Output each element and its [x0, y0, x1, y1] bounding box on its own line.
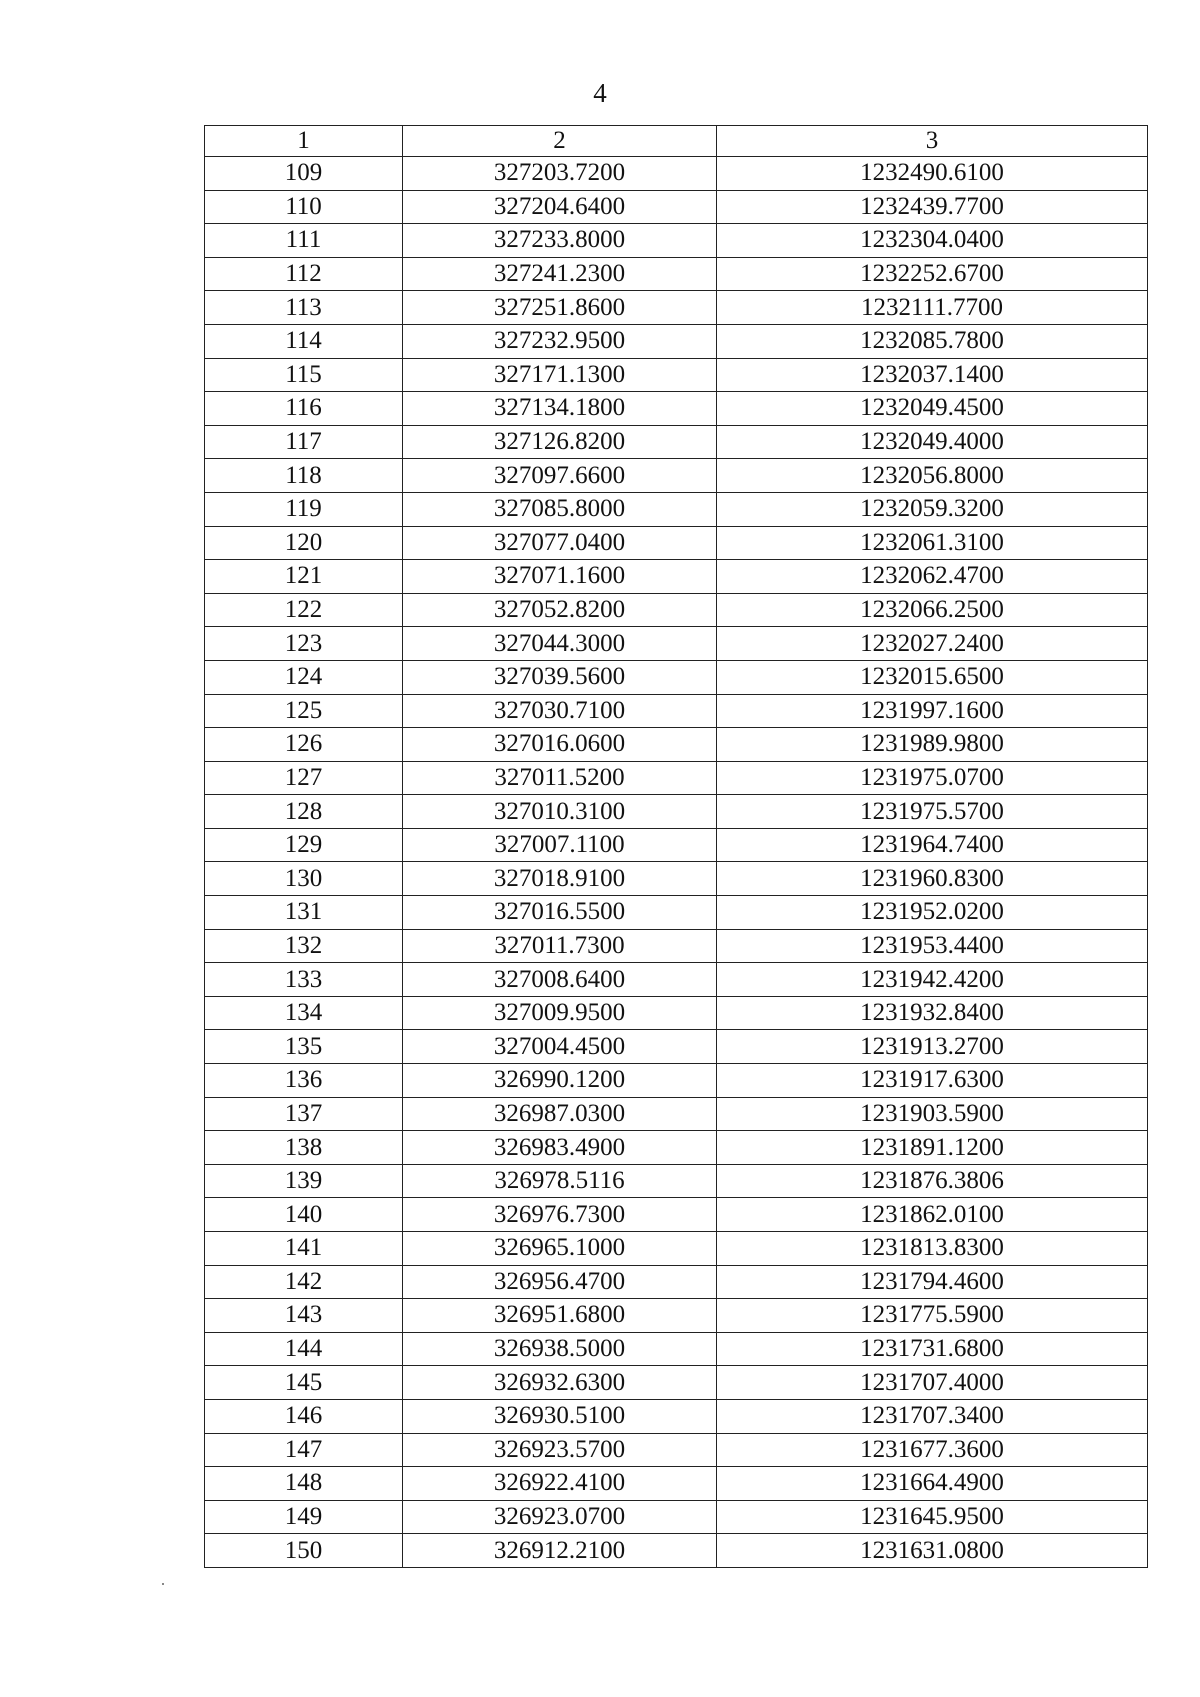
cell-y-coordinate: 1231645.9500	[717, 1500, 1148, 1534]
cell-y-coordinate: 1231964.7400	[717, 828, 1148, 862]
table-row	[205, 828, 1148, 862]
cell-x-coordinate: 326912.2100	[403, 1534, 717, 1568]
cell-point-number: 124	[205, 660, 403, 694]
cell-y-coordinate: 1231664.4900	[717, 1467, 1148, 1501]
table-row	[205, 358, 1148, 392]
cell-x-coordinate: 327004.4500	[403, 1030, 717, 1064]
table-row	[205, 157, 1148, 191]
cell-point-number: 130	[205, 862, 403, 896]
cell-x-coordinate: 327251.8600	[403, 291, 717, 325]
cell-x-coordinate: 327203.7200	[403, 157, 717, 191]
table-row	[205, 929, 1148, 963]
cell-y-coordinate: 1232085.7800	[717, 324, 1148, 358]
cell-x-coordinate: 327204.6400	[403, 190, 717, 224]
cell-point-number: 146	[205, 1399, 403, 1433]
cell-point-number: 118	[205, 459, 403, 493]
cell-point-number: 116	[205, 392, 403, 426]
cell-point-number: 138	[205, 1131, 403, 1165]
cell-y-coordinate: 1231952.0200	[717, 896, 1148, 930]
table-row	[205, 1164, 1148, 1198]
cell-x-coordinate: 327232.9500	[403, 324, 717, 358]
cell-y-coordinate: 1232027.2400	[717, 627, 1148, 661]
cell-y-coordinate: 1232066.2500	[717, 593, 1148, 627]
table-row	[205, 862, 1148, 896]
cell-x-coordinate: 327044.3000	[403, 627, 717, 661]
cell-y-coordinate: 1231677.3600	[717, 1433, 1148, 1467]
cell-x-coordinate: 327077.0400	[403, 526, 717, 560]
cell-point-number: 147	[205, 1433, 403, 1467]
cell-x-coordinate: 326951.6800	[403, 1299, 717, 1333]
cell-y-coordinate: 1231775.5900	[717, 1299, 1148, 1333]
cell-y-coordinate: 1231903.5900	[717, 1097, 1148, 1131]
cell-y-coordinate: 1232490.6100	[717, 157, 1148, 191]
cell-x-coordinate: 327071.1600	[403, 560, 717, 594]
cell-x-coordinate: 327171.1300	[403, 358, 717, 392]
cell-y-coordinate: 1231813.8300	[717, 1232, 1148, 1266]
cell-y-coordinate: 1232252.6700	[717, 257, 1148, 291]
cell-y-coordinate: 1231794.4600	[717, 1265, 1148, 1299]
cell-point-number: 128	[205, 795, 403, 829]
page-number: 4	[593, 78, 607, 108]
table-row	[205, 291, 1148, 325]
table-row	[205, 1030, 1148, 1064]
cell-x-coordinate: 326965.1000	[403, 1232, 717, 1266]
cell-point-number: 141	[205, 1232, 403, 1266]
cell-x-coordinate: 327126.8200	[403, 425, 717, 459]
cell-point-number: 125	[205, 694, 403, 728]
cell-point-number: 120	[205, 526, 403, 560]
table-body	[205, 157, 1148, 1568]
table-row	[205, 761, 1148, 795]
table-row	[205, 1299, 1148, 1333]
cell-point-number: 140	[205, 1198, 403, 1232]
cell-y-coordinate: 1231876.3806	[717, 1164, 1148, 1198]
cell-y-coordinate: 1231913.2700	[717, 1030, 1148, 1064]
table-row	[205, 324, 1148, 358]
table-row	[205, 1332, 1148, 1366]
cell-point-number: 123	[205, 627, 403, 661]
cell-point-number: 148	[205, 1467, 403, 1501]
cell-x-coordinate: 326990.1200	[403, 1064, 717, 1098]
column-header-x-coordinate: 2	[403, 126, 717, 157]
cell-x-coordinate: 327009.9500	[403, 996, 717, 1030]
cell-point-number: 114	[205, 324, 403, 358]
cell-y-coordinate: 1231932.8400	[717, 996, 1148, 1030]
cell-x-coordinate: 326923.5700	[403, 1433, 717, 1467]
cell-point-number: 150	[205, 1534, 403, 1568]
cell-x-coordinate: 326983.4900	[403, 1131, 717, 1165]
cell-x-coordinate: 327233.8000	[403, 224, 717, 258]
cell-point-number: 133	[205, 963, 403, 997]
cell-x-coordinate: 327016.5500	[403, 896, 717, 930]
table-row	[205, 996, 1148, 1030]
cell-point-number: 122	[205, 593, 403, 627]
table-row	[205, 1366, 1148, 1400]
cell-point-number: 143	[205, 1299, 403, 1333]
cell-x-coordinate: 327241.2300	[403, 257, 717, 291]
table-row	[205, 1500, 1148, 1534]
cell-x-coordinate: 327039.5600	[403, 660, 717, 694]
cell-y-coordinate: 1232111.7700	[717, 291, 1148, 325]
table-row	[205, 257, 1148, 291]
table-row	[205, 896, 1148, 930]
cell-y-coordinate: 1231917.6300	[717, 1064, 1148, 1098]
scan-speck	[162, 1583, 164, 1585]
cell-y-coordinate: 1231975.5700	[717, 795, 1148, 829]
cell-y-coordinate: 1232059.3200	[717, 492, 1148, 526]
cell-x-coordinate: 326978.5116	[403, 1164, 717, 1198]
cell-point-number: 135	[205, 1030, 403, 1064]
table-row	[205, 392, 1148, 426]
table-row	[205, 526, 1148, 560]
cell-y-coordinate: 1231953.4400	[717, 929, 1148, 963]
cell-x-coordinate: 326976.7300	[403, 1198, 717, 1232]
cell-point-number: 119	[205, 492, 403, 526]
table-row	[205, 190, 1148, 224]
cell-y-coordinate: 1231975.0700	[717, 761, 1148, 795]
cell-point-number: 149	[205, 1500, 403, 1534]
table-row	[205, 560, 1148, 594]
cell-y-coordinate: 1232304.0400	[717, 224, 1148, 258]
table-row	[205, 627, 1148, 661]
cell-point-number: 112	[205, 257, 403, 291]
cell-x-coordinate: 326922.4100	[403, 1467, 717, 1501]
cell-point-number: 126	[205, 728, 403, 762]
cell-x-coordinate: 327007.1100	[403, 828, 717, 862]
cell-point-number: 131	[205, 896, 403, 930]
table-row	[205, 1467, 1148, 1501]
cell-y-coordinate: 1231707.4000	[717, 1366, 1148, 1400]
cell-x-coordinate: 327011.7300	[403, 929, 717, 963]
cell-x-coordinate: 326923.0700	[403, 1500, 717, 1534]
cell-y-coordinate: 1232037.1400	[717, 358, 1148, 392]
cell-point-number: 139	[205, 1164, 403, 1198]
table-row	[205, 1198, 1148, 1232]
cell-point-number: 113	[205, 291, 403, 325]
cell-y-coordinate: 1232049.4500	[717, 392, 1148, 426]
table-row	[205, 1534, 1148, 1568]
cell-x-coordinate: 326987.0300	[403, 1097, 717, 1131]
cell-x-coordinate: 326930.5100	[403, 1399, 717, 1433]
cell-y-coordinate: 1232439.7700	[717, 190, 1148, 224]
cell-x-coordinate: 327097.6600	[403, 459, 717, 493]
cell-point-number: 121	[205, 560, 403, 594]
column-header-y-coordinate: 3	[717, 126, 1148, 157]
cell-x-coordinate: 327011.5200	[403, 761, 717, 795]
table-row	[205, 425, 1148, 459]
table-header	[205, 126, 1148, 157]
cell-y-coordinate: 1232061.3100	[717, 526, 1148, 560]
cell-y-coordinate: 1232056.8000	[717, 459, 1148, 493]
cell-y-coordinate: 1232062.4700	[717, 560, 1148, 594]
cell-point-number: 137	[205, 1097, 403, 1131]
cell-x-coordinate: 327030.7100	[403, 694, 717, 728]
coordinates-table	[204, 125, 1148, 1568]
cell-point-number: 132	[205, 929, 403, 963]
cell-point-number: 134	[205, 996, 403, 1030]
table-row	[205, 1265, 1148, 1299]
cell-point-number: 110	[205, 190, 403, 224]
cell-x-coordinate: 327018.9100	[403, 862, 717, 896]
cell-x-coordinate: 327016.0600	[403, 728, 717, 762]
table-row	[205, 1131, 1148, 1165]
cell-x-coordinate: 327052.8200	[403, 593, 717, 627]
cell-point-number: 136	[205, 1064, 403, 1098]
cell-x-coordinate: 326938.5000	[403, 1332, 717, 1366]
table-row	[205, 1433, 1148, 1467]
table-row	[205, 459, 1148, 493]
cell-y-coordinate: 1231707.3400	[717, 1399, 1148, 1433]
cell-point-number: 145	[205, 1366, 403, 1400]
table-row	[205, 492, 1148, 526]
table-row	[205, 728, 1148, 762]
table-row	[205, 1064, 1148, 1098]
cell-x-coordinate: 326956.4700	[403, 1265, 717, 1299]
table-row	[205, 660, 1148, 694]
cell-y-coordinate: 1231631.0800	[717, 1534, 1148, 1568]
table-row	[205, 1232, 1148, 1266]
table-row	[205, 1399, 1148, 1433]
table-header-row	[205, 126, 1148, 157]
table-row	[205, 694, 1148, 728]
cell-point-number: 117	[205, 425, 403, 459]
cell-x-coordinate: 327134.1800	[403, 392, 717, 426]
cell-x-coordinate: 326932.6300	[403, 1366, 717, 1400]
cell-y-coordinate: 1231989.9800	[717, 728, 1148, 762]
cell-y-coordinate: 1231942.4200	[717, 963, 1148, 997]
table-row	[205, 963, 1148, 997]
cell-y-coordinate: 1231891.1200	[717, 1131, 1148, 1165]
column-header-point-number: 1	[205, 126, 403, 157]
cell-y-coordinate: 1231997.1600	[717, 694, 1148, 728]
cell-x-coordinate: 327085.8000	[403, 492, 717, 526]
cell-y-coordinate: 1232049.4000	[717, 425, 1148, 459]
table-row	[205, 593, 1148, 627]
cell-y-coordinate: 1232015.6500	[717, 660, 1148, 694]
cell-point-number: 109	[205, 157, 403, 191]
table-row	[205, 795, 1148, 829]
cell-y-coordinate: 1231731.6800	[717, 1332, 1148, 1366]
cell-point-number: 127	[205, 761, 403, 795]
table-row	[205, 1097, 1148, 1131]
cell-point-number: 144	[205, 1332, 403, 1366]
cell-y-coordinate: 1231960.8300	[717, 862, 1148, 896]
cell-point-number: 129	[205, 828, 403, 862]
cell-point-number: 115	[205, 358, 403, 392]
cell-x-coordinate: 327010.3100	[403, 795, 717, 829]
cell-point-number: 111	[205, 224, 403, 258]
table-row	[205, 224, 1148, 258]
cell-y-coordinate: 1231862.0100	[717, 1198, 1148, 1232]
cell-point-number: 142	[205, 1265, 403, 1299]
cell-x-coordinate: 327008.6400	[403, 963, 717, 997]
